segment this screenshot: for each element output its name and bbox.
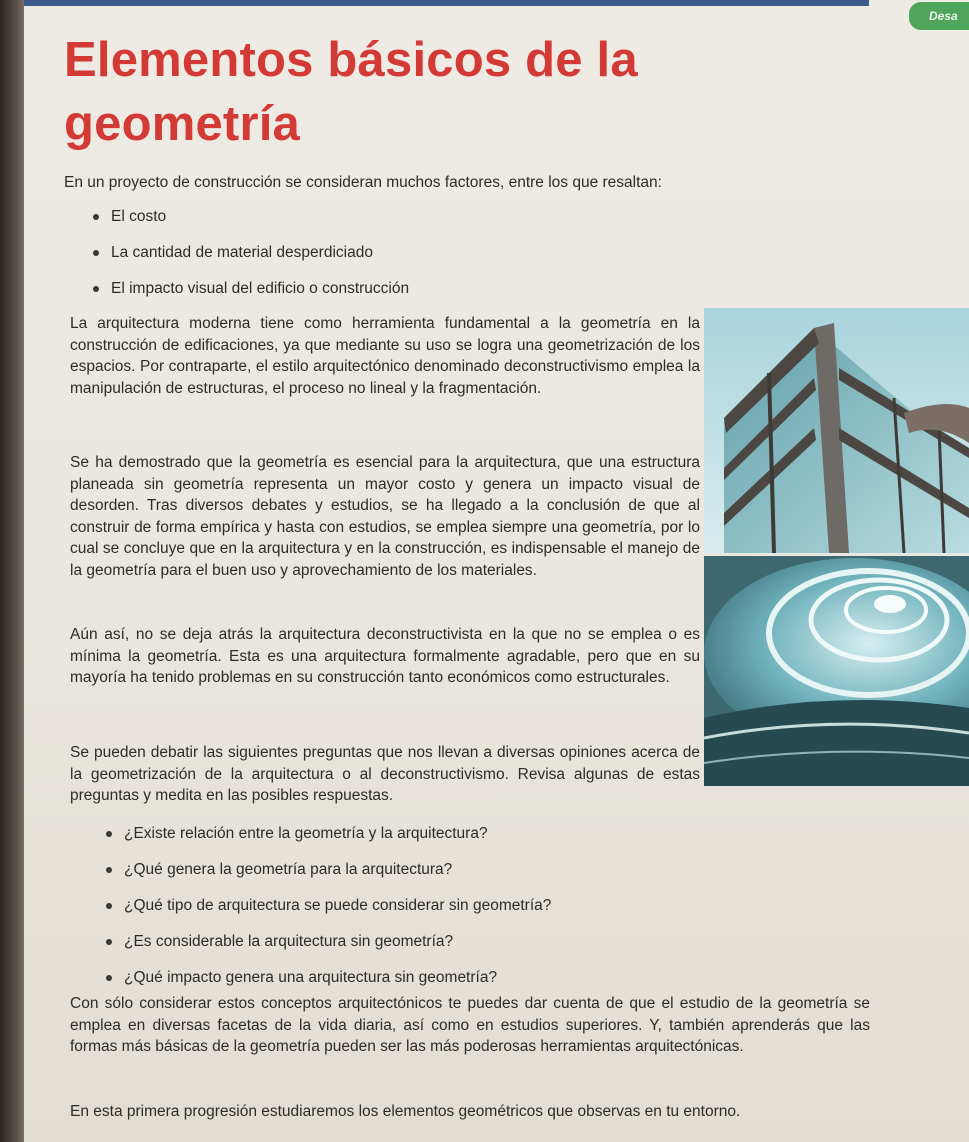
section-tab: Desa	[909, 2, 969, 30]
factors-list	[89, 206, 409, 314]
questions-list	[102, 823, 551, 1003]
paragraph-deconstructivism: Aún así, no se deja atrás la arquitectura deconstructivista en la que no se emplea o es mínima la geometría. Esta es una arquitectura formalmente agradable, pero que en su mayoría ha tenido problemas en su construcción tanto económicos como estructurales.	[70, 626, 700, 686]
page-title	[64, 28, 704, 156]
paragraph-geometry-essential: Se ha demostrado que la geometría es esencial para la arquitectura, que una estructura planeada sin geometría representa un mayor costo y genera un impacto visual de desorden. Tras diversos debates y estudios, se ha llegado a la conclusión de que al construir de forma empírica y hasta con estudios, se emplea siempre una geometría, por lo cual se concluye que en la arquitectura y en la construcción, es indispensable el manejo de la geometría para el buen uso y aprovechamiento de los materiales.	[70, 454, 700, 579]
title-line-2: geometría	[64, 97, 300, 151]
title-line-1: Elementos básicos de la	[64, 33, 638, 87]
factor-item: El impacto visual del edificio o construcción	[89, 278, 409, 314]
factor-item: La cantidad de material desperdiciado	[89, 242, 409, 278]
paragraph-questions-intro: Se pueden debatir las siguientes preguntas que nos llevan a diversas opiniones acerca de la geometrización de la arquitectura o al deconstructivismo. Revisa algunas de estas preguntas y medita en las posibles respuestas.	[70, 744, 700, 804]
question-item: ¿Qué tipo de arquitectura se puede considerar sin geometría?	[102, 895, 551, 931]
question-item: ¿Qué genera la geometría para la arquitectura?	[102, 859, 551, 895]
question-item: ¿Es considerable la arquitectura sin geometría?	[102, 931, 551, 967]
question-item: ¿Qué impacto genera una arquitectura sin geometría?	[102, 967, 551, 1003]
paragraph-next-progression: En esta primera progresión estudiaremos los elementos geométricos que observas en tu entorno.	[70, 1103, 741, 1120]
intro-text: En un proyecto de construcción se consideran muchos factores, entre los que resaltan:	[64, 174, 662, 191]
book-page	[24, 0, 969, 1142]
question-item: ¿Existe relación entre la geometría y la arquitectura?	[102, 823, 551, 859]
spiral-dome-photo	[704, 556, 969, 786]
paragraph-conclusion: Con sólo considerar estos conceptos arquitectónicos te puedes dar cuenta de que el estudio de la geometría se emplea en diversas facetas de la vida diaria, así como en estudios superiores. Y, también aprenderás que las formas más básicas de la geometría pueden ser las más poderosas herramientas arquitectónicas.	[70, 995, 870, 1055]
top-color-bar	[24, 0, 869, 6]
glass-building-photo	[704, 308, 969, 553]
architecture-photo	[704, 308, 969, 786]
factor-item: El costo	[89, 206, 409, 242]
paragraph-modern-architecture: La arquitectura moderna tiene como herramienta fundamental a la geometría en la construcción de edificaciones, ya que mediante su uso se logra una geometrización de los espacios. Por contraparte, el estilo arquitectónico denominado deconstructivismo emplea la manipulación de estructuras, el proceso no lineal y la fragmentación.	[70, 315, 700, 397]
